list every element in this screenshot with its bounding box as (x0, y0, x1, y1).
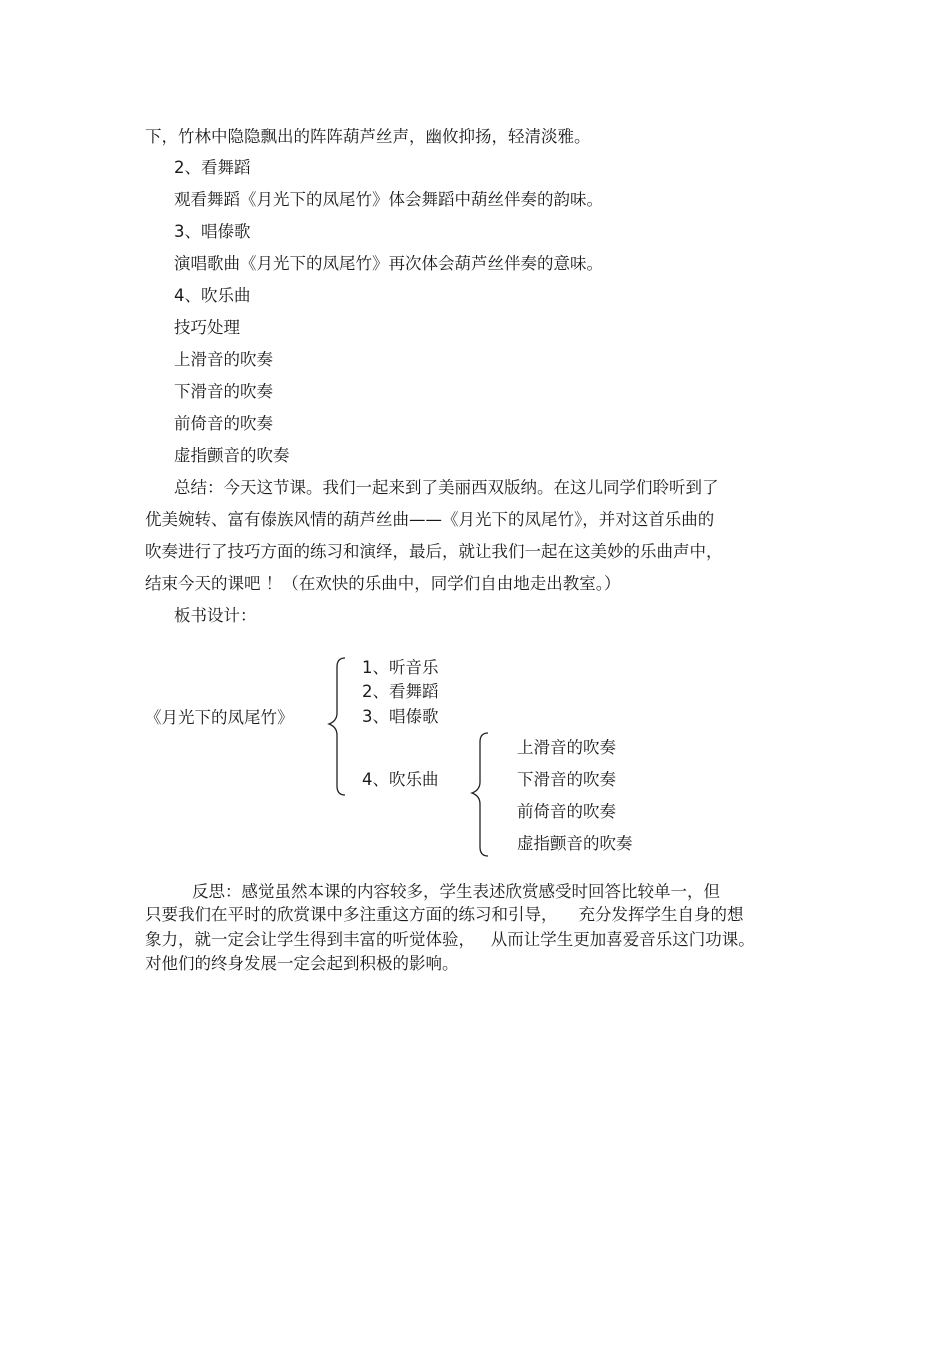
reflection-line: 反思：感觉虽然本课的内容较多，学生表述欣赏感受时回答比较单一，但 (192, 882, 720, 901)
board-brace (325, 655, 351, 800)
section-heading: 4、吹乐曲 (174, 286, 251, 305)
list-item: 虚指颤音的吹奏 (174, 446, 290, 465)
list-item: 上滑音的吹奏 (174, 350, 273, 369)
reflection-line: 象力，就一定会让学生得到丰富的听觉体验， 从而让学生更加喜爱音乐这门功课。 (145, 930, 755, 949)
board-label: 板书设计： (174, 606, 257, 625)
board-item: 2、看舞蹈 (362, 682, 439, 701)
summary-line: 总结：今天这节课。我们一起来到了美丽西双版纳。在这儿同学们聆听到了 (174, 478, 719, 497)
body-line: 观看舞蹈《月光下的凤尾竹》体会舞蹈中葫丝伴奏的韵味。 (174, 190, 603, 209)
board-item: 1、听音乐 (362, 658, 439, 677)
technique-brace (468, 730, 494, 860)
board-title: 《月光下的凤尾竹》 (145, 708, 294, 727)
body-line: 下，竹林中隐隐飘出的阵阵葫芦丝声，幽攸抑扬，轻清淡雅。 (145, 127, 591, 146)
section-heading: 2、看舞蹈 (174, 158, 251, 177)
board-item: 3、唱傣歌 (362, 707, 439, 726)
list-item: 下滑音的吹奏 (174, 382, 273, 401)
board-sub-item: 虚指颤音的吹奏 (517, 834, 633, 853)
body-line: 演唱歌曲《月光下的凤尾竹》再次体会葫芦丝伴奏的意味。 (174, 254, 603, 273)
board-sub-item: 下滑音的吹奏 (517, 770, 616, 789)
board-sub-item: 上滑音的吹奏 (517, 738, 616, 757)
summary-line: 吹奏进行了技巧方面的练习和演绎，最后，就让我们一起在这美妙的乐曲声中， (145, 542, 723, 561)
reflection-line: 只要我们在平时的欣赏课中多注重这方面的练习和引导， 充分发挥学生自身的想 (145, 905, 744, 924)
list-item: 前倚音的吹奏 (174, 414, 273, 433)
summary-line: 结束今天的课吧 ！（在欢快的乐曲中，同学们自由地走出教室。） (145, 574, 621, 593)
board-sub-item: 前倚音的吹奏 (517, 802, 616, 821)
reflection-line: 对他们的终身发展一定会起到积极的影响。 (145, 954, 459, 973)
summary-line: 优美婉转、富有傣族风情的葫芦丝曲——《月光下的凤尾竹》，并对这首乐曲的 (145, 510, 715, 529)
section-heading: 3、唱傣歌 (174, 222, 251, 241)
body-line: 技巧处理 (174, 318, 240, 337)
board-item: 4、吹乐曲 (362, 770, 439, 789)
